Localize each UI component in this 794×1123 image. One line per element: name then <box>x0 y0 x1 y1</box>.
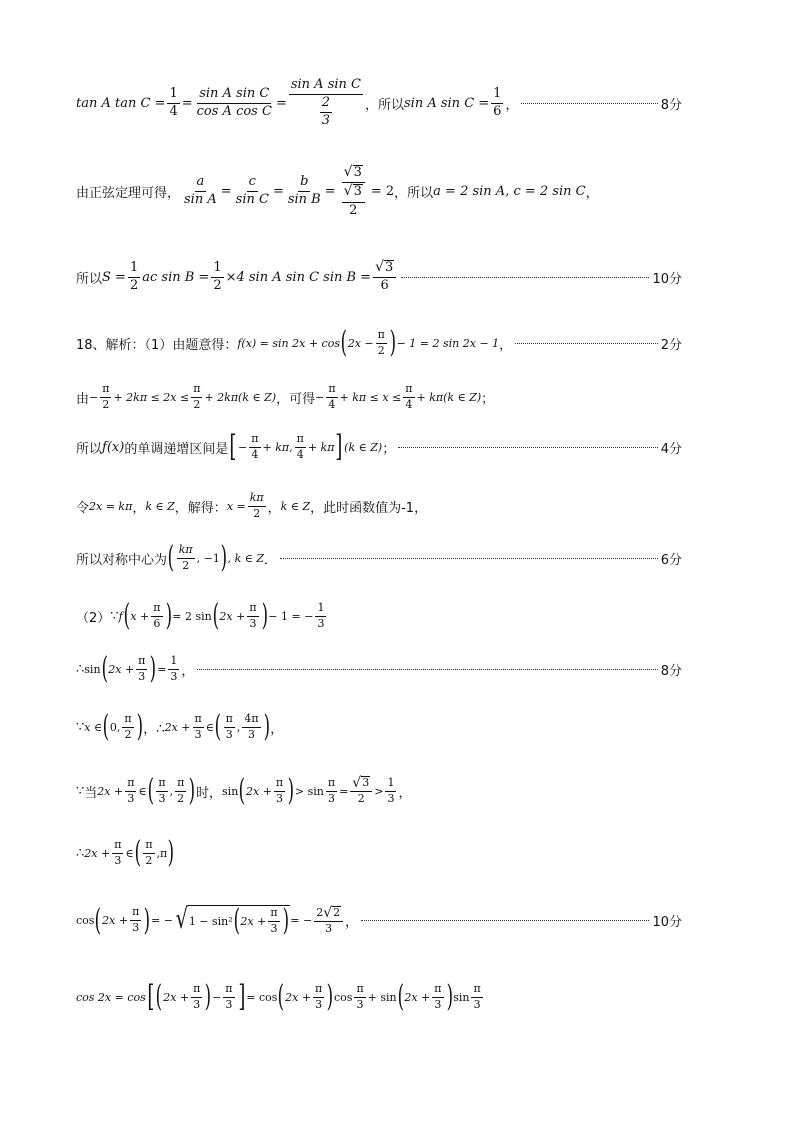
line-7: 令 2x = kπ ， k ∈ Z ，解得： x = $\frac{k\pi}{2}$ ， k ∈ Z ，此时函数值为-1， <box>76 491 428 520</box>
leader-dots <box>515 343 658 344</box>
score-label: 2分 <box>660 337 682 353</box>
line-1: tan A tan C = $\frac{1}{4}$ = $\frac{\text{sin A sin C}}{\text{cos A cos C}}$ = $\frac{\text{sin A sin C}}{\frac{2}{3}}$ ，所以 sin A sin C = $\frac{1}{6}$ ， 8分 <box>76 77 682 128</box>
fraction-b-sinB: $\frac{b}{\text{sin B}}$ <box>287 174 321 208</box>
line-12: ∵ 当 2x + $\frac{\pi}{3}$ ∈ ( $\frac{\pi}{3}$ , $\frac{\pi}{2}$ ) 时， sin ( 2x + $\frac{\pi}{3}$ ) > sin $\frac{\pi}{3}$ = √ 3 2 > $\frac{1}{3}$ ， <box>76 773 412 808</box>
line-4: 18、解析：（1）由题意得： f(x) = sin 2x + cos ( 2x − $\frac{\pi}{2}$ ) − 1 = 2 sin 2x − 1 ， 2分 <box>76 325 682 360</box>
fraction-1-6: $\frac{1}{6}$ <box>493 85 502 119</box>
line-6: 所以 f(x) 的单调递增区间是 [ − $\frac{\pi}{4}$ + kπ, $\frac{\pi}{4}$ + kπ ] (k ∈ Z) ； 4分 <box>76 429 682 464</box>
score-label: 8分 <box>660 663 682 679</box>
line-13: ∴ 2x + $\frac{\pi}{3}$ ∈ ( $\frac{\pi}{2}$ ,π ) <box>76 835 175 870</box>
leader-dots <box>197 669 657 670</box>
leader-dots <box>280 558 658 559</box>
score-label: 4分 <box>660 441 682 457</box>
line-5: 由 − $\frac{\pi}{2}$ + 2kπ ≤ 2x ≤ $\frac{\pi}{2}$ + 2kπ(k ∈ Z) ，可得 − $\frac{\pi}{4}$ + kπ ≤ x ≤ $\frac{\pi}{4}$ + kπ(k ∈ Z) ； <box>76 382 495 411</box>
line-9: （2） ∵ f ( x + $\frac{\pi}{6}$ ) = 2 sin ( 2x + $\frac{\pi}{3}$ ) − 1 = − $\frac{1}{3}$ <box>76 598 325 633</box>
fraction-1-4: $\frac{1}{4}$ <box>169 85 178 119</box>
fraction-sqrt3-over-sqrt3-half: √ 3 √ 3 2 <box>338 165 369 219</box>
leader-dots <box>521 103 657 104</box>
fraction-c-sinC: $\frac{c}{\text{sin C}}$ <box>235 174 269 208</box>
score-label: 8分 <box>660 97 682 113</box>
score-label: 10分 <box>652 915 682 930</box>
line-15: cos 2x = cos [ ( 2x + $\frac{\pi}{3}$ ) − $\frac{\pi}{3}$ ] = cos ( 2x + $\frac{\pi}{3}$ ) cos $\frac{\pi}{3}$ + sin ( 2x + $\frac{\pi}{3}$ ) sin $\frac{\pi}{3}$ <box>76 979 481 1014</box>
line-2: 由正弦定理可得， $\frac{a}{\text{sin A}}$ = $\frac{c}{\text{sin C}}$ = $\frac{b}{\text{sin B}}$ = √ 3 √ 3 2 = 2 ，所以 a = 2 sin A, c = 2 sin C ， <box>76 164 599 218</box>
leader-dots <box>398 447 658 448</box>
fraction-sin-over-two-thirds: $\frac{\text{sin A sin C}}{\frac{2}{3}}$ <box>290 77 361 128</box>
leader-dots <box>401 277 649 278</box>
fraction-a-sinA: $\frac{a}{\text{sin A}}$ <box>184 174 217 208</box>
score-label: 10分 <box>652 271 682 287</box>
line-10: ∴ sin ( 2x + $\frac{\pi}{3}$ ) = $\frac{1}{3}$ ， 8分 <box>76 651 682 686</box>
leader-dots <box>361 920 649 921</box>
line-3: 所以 S = $\frac{1}{2}$ ac sin B = $\frac{1}{2}$ ×4 sin A sin C sin B = √ 3 6 10分 <box>76 259 682 294</box>
line-11: ∵ x ∈ ( 0, $\frac{\pi}{2}$ ) ，∴ 2x + $\frac{\pi}{3}$ ∈ ( $\frac{\pi}{3}$ , $\frac{4\pi}{3}$ ) ， <box>76 709 284 744</box>
line-8: 所以对称中心为 ( $\frac{k\pi}{2}$ , −1 ) , k ∈ Z ． 6分 <box>76 540 682 575</box>
score-label: 6分 <box>660 552 682 568</box>
fraction-sin-over-cos: $\frac{\text{sin A sin C}}{\text{cos A cos C}}$ <box>196 85 272 119</box>
expr-tanAtanC: tan A tan C = <box>76 95 166 111</box>
line-14: cos ( 2x + $\frac{\pi}{3}$ ) = − √ 1 − sin² ( 2x + $\frac{\pi}{3}$ ) = − 2 √ 2 3 ， 10分 <box>76 902 682 938</box>
